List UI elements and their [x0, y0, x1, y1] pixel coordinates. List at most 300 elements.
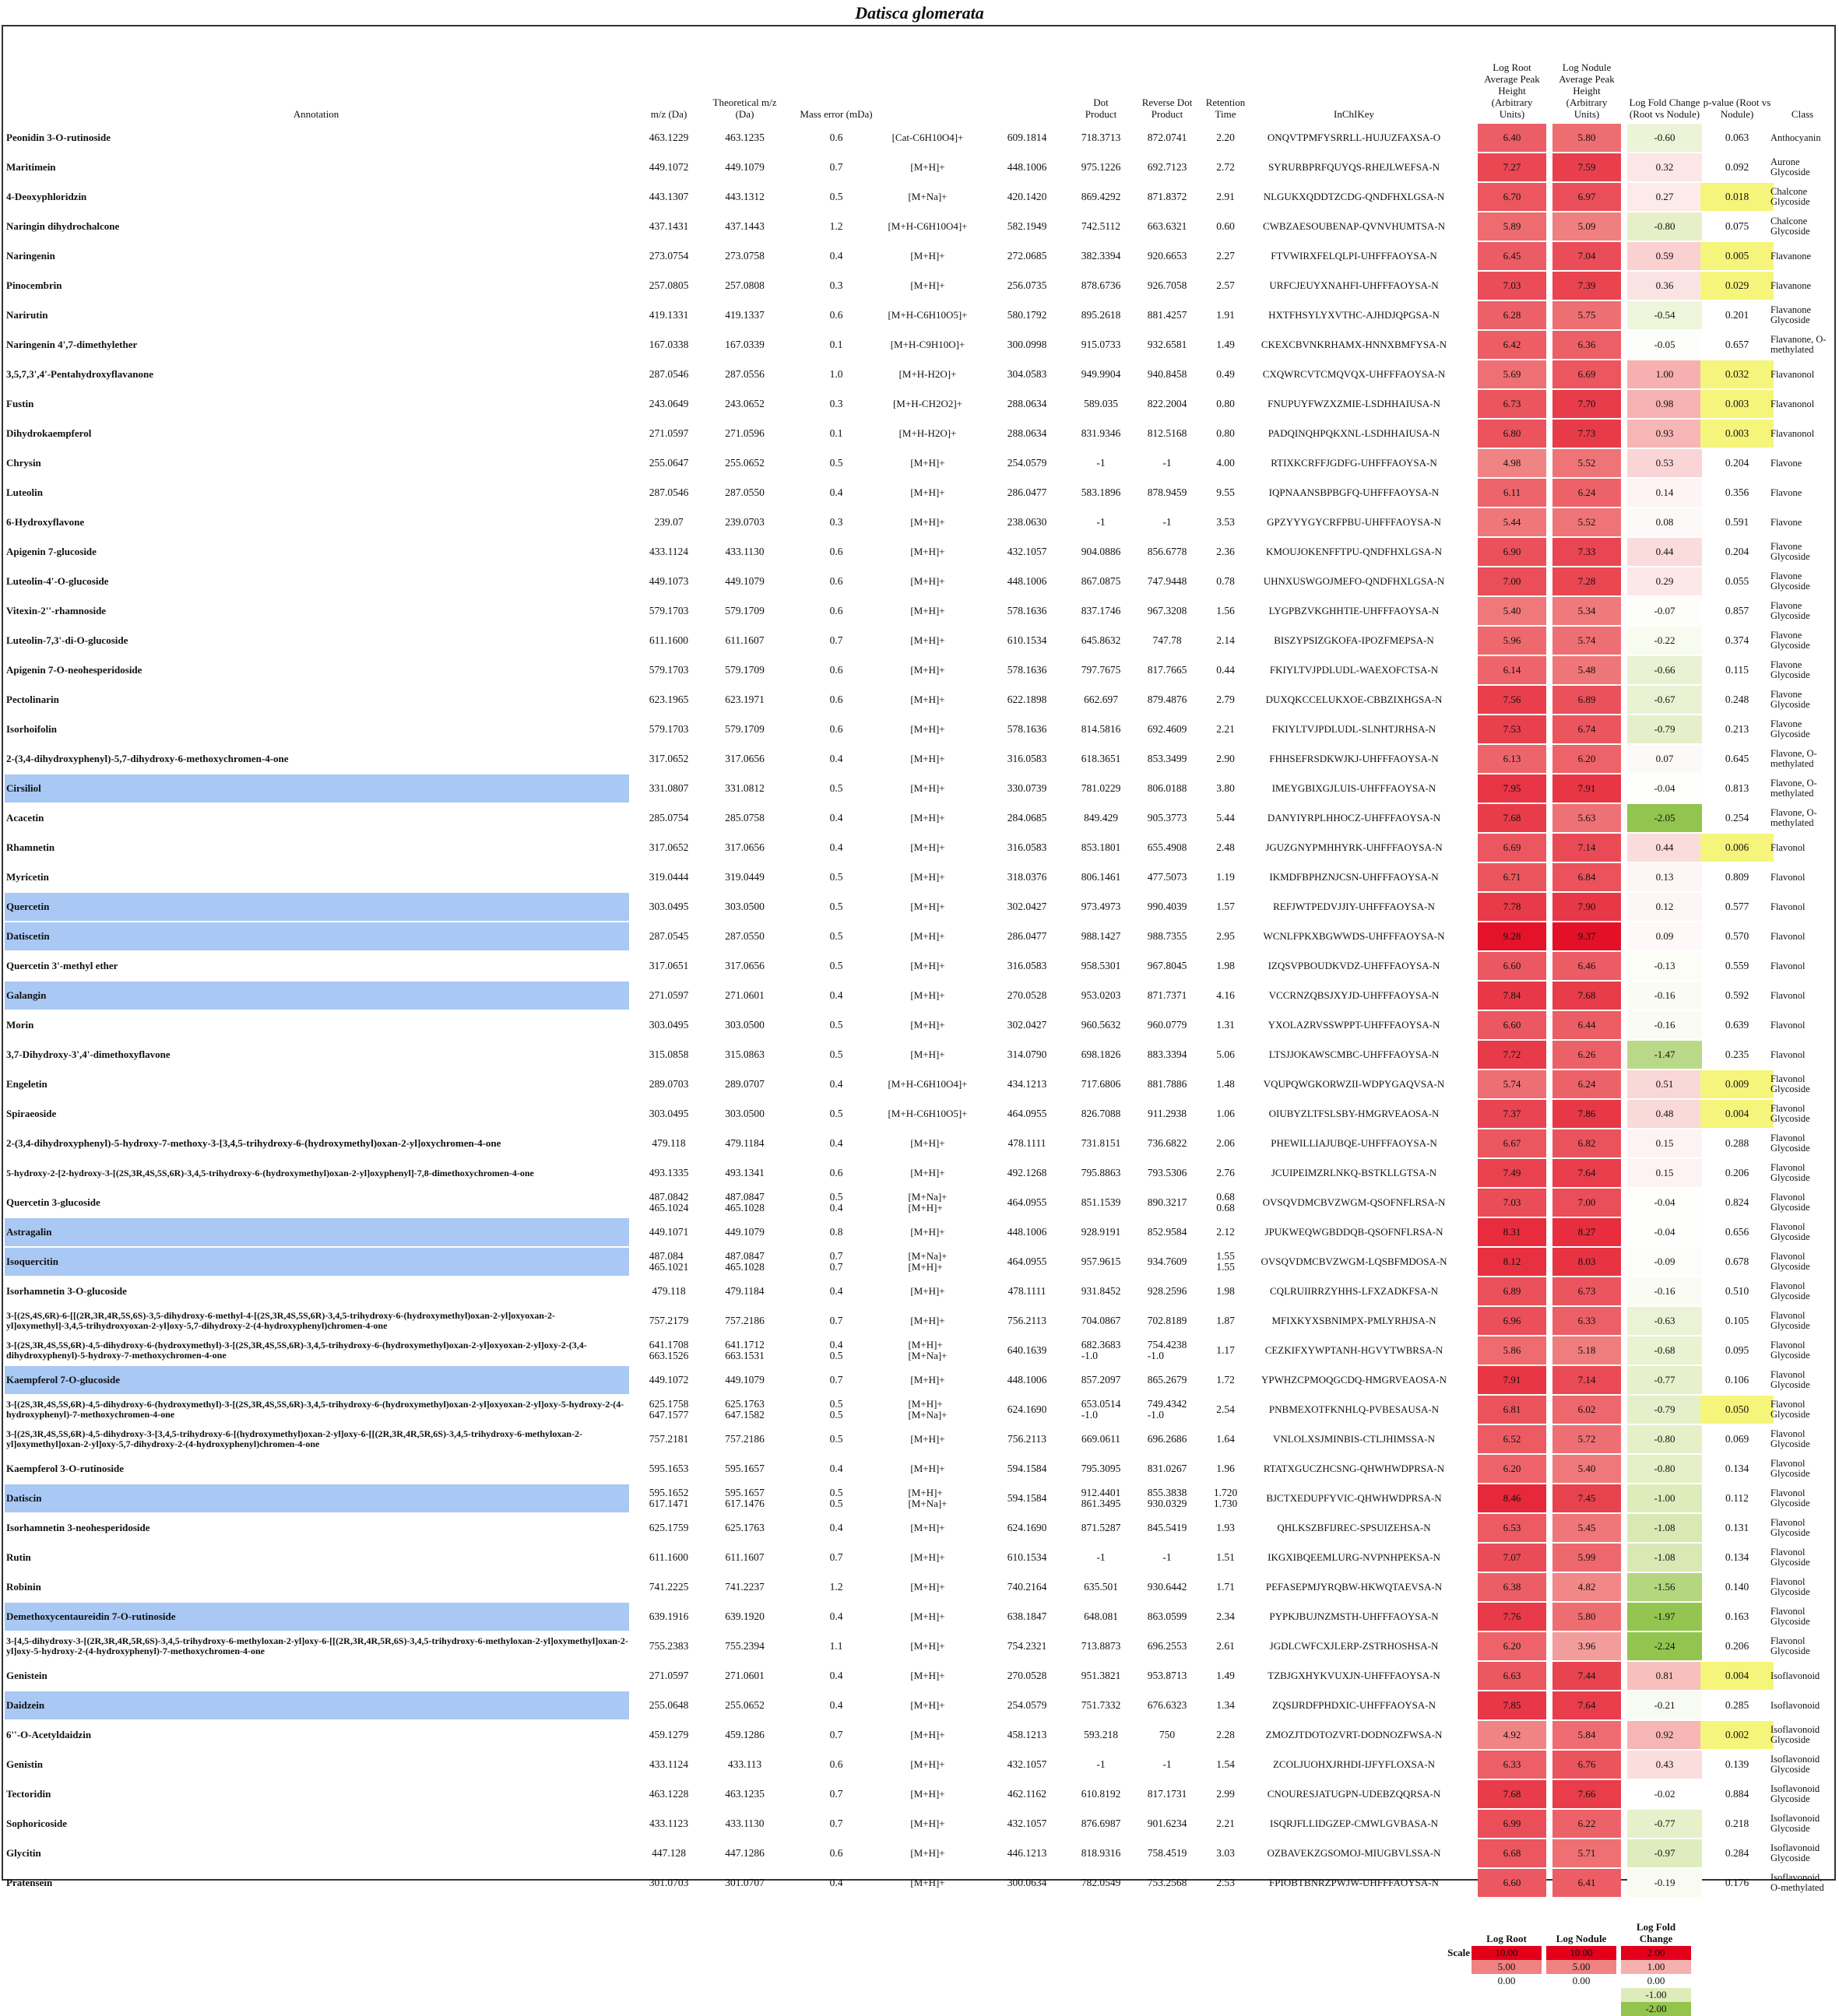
inchi-cell: ISQRJFLLIDGZEP-CMWLGVBASA-N	[1270, 1818, 1438, 1829]
ex-cell: 464.0955	[1007, 1108, 1047, 1119]
rdot-cell: 881.7886	[1147, 1078, 1187, 1090]
root-cell: 6.90	[1478, 538, 1546, 566]
nod-cell: 8.03	[1552, 1248, 1621, 1276]
rt-cell: 1.49	[1216, 339, 1235, 350]
mz-cell: 287.0545	[649, 930, 689, 942]
rdot-cell: 817.1731	[1147, 1788, 1187, 1800]
root-cell: 5.44	[1478, 508, 1546, 536]
theo-cell: 641.1712 663.1531	[725, 1339, 765, 1361]
theo-cell: 287.0556	[725, 368, 765, 380]
inchi-cell: YXOLAZRVSSWPPT-UHFFFAOYSA-N	[1268, 1019, 1440, 1031]
rt-cell: 2.53	[1216, 1877, 1235, 1888]
table-row	[3, 1809, 1834, 1839]
annotation-cell: Maritimein	[6, 161, 56, 173]
p-cell: 0.206	[1725, 1640, 1749, 1652]
table-row	[3, 744, 1834, 774]
mz-cell: 449.1072	[649, 1374, 689, 1386]
rt-cell: 0.68 0.68	[1216, 1191, 1235, 1213]
root-cell: 6.14	[1478, 656, 1546, 684]
mz-cell: 623.1965	[649, 694, 689, 705]
rt-cell: 1.91	[1216, 309, 1235, 321]
annotation-cell: Sophoricoside	[6, 1818, 68, 1829]
dot-cell: 958.5301	[1081, 960, 1121, 971]
root-cell: 7.85	[1478, 1691, 1546, 1719]
table-row	[3, 1543, 1834, 1572]
add-cell: [M+H-C6H10O5]+	[888, 309, 968, 321]
theo-cell: 595.1657 617.1476	[725, 1487, 765, 1509]
ex-cell: 300.0998	[1007, 339, 1047, 350]
table-row	[3, 1454, 1834, 1484]
inchi-cell: IMEYGBIXGJLUIS-UHFFFAOYSA-N	[1271, 782, 1436, 794]
theo-cell: 579.1709	[725, 664, 765, 676]
p-cell: 0.105	[1725, 1315, 1749, 1326]
root-cell: 6.60	[1478, 1011, 1546, 1039]
root-cell: 7.72	[1478, 1041, 1546, 1069]
ex-cell: 420.1420	[1007, 191, 1047, 202]
ex-cell: 458.1213	[1007, 1729, 1047, 1740]
add-cell: [M+H]+	[910, 1285, 945, 1297]
p-cell: 0.003	[1700, 420, 1774, 448]
mz-cell: 303.0495	[649, 1108, 689, 1119]
scale-swatch-root: 10.00	[1472, 1946, 1542, 1960]
dot-cell: 648.081	[1084, 1610, 1118, 1622]
inchi-cell: DUXQKCCELUKXOE-CBBZIXHGSA-N	[1265, 694, 1443, 705]
annotation-cell: Vitexin-2''-rhamnoside	[6, 605, 107, 616]
scale-swatch-fc: 2.00	[1621, 1946, 1691, 1960]
add-cell: [M+Na]+ [M+H]+	[908, 1250, 948, 1273]
add-cell: [M+H]+	[910, 1463, 945, 1474]
class-cell: Flavonol	[1770, 930, 1806, 942]
rdot-cell: 990.4039	[1147, 901, 1187, 912]
theo-cell: 757.2186	[725, 1433, 765, 1445]
class-cell: Flavone	[1770, 457, 1802, 469]
theo-cell: 331.0812	[725, 782, 765, 794]
inchi-cell: LYGPBZVKGHHTIE-UHFFFAOYSA-N	[1268, 605, 1440, 616]
ex-cell: 432.1057	[1007, 1758, 1047, 1770]
err-cell: 0.6	[829, 132, 843, 143]
rt-cell: 2.48	[1216, 841, 1235, 853]
inchi-cell: KMOUJOKENFFTPU-QNDFHXLGSA-N	[1265, 546, 1443, 557]
nod-cell: 5.84	[1552, 1721, 1621, 1749]
mz-cell: 433.1123	[649, 1818, 689, 1829]
class-cell: Flavone Glycoside	[1770, 630, 1810, 651]
inchi-cell: PEFASEPMJYRQBW-HKWQTAEVSA-N	[1265, 1581, 1443, 1593]
rt-cell: 1.57	[1216, 901, 1235, 912]
inchi-cell: FHHSEFRSDKWJKJ-UHFFFAOYSA-N	[1269, 753, 1439, 764]
rdot-cell: 911.2938	[1147, 1108, 1187, 1119]
class-cell: Flavone Glycoside	[1770, 541, 1810, 562]
inchi-cell: ONQVTPMFYSRRLL-HUJUZFAXSA-O	[1267, 132, 1441, 143]
dot-cell: 837.1746	[1081, 605, 1121, 616]
rdot-cell: 930.6442	[1147, 1581, 1187, 1593]
err-cell: 0.4	[829, 1670, 843, 1681]
inchi-cell: FPIOBTBNRZPWJW-UHFFFAOYSA-N	[1269, 1877, 1439, 1888]
inchi-cell: VNLOLXSJMINBIS-CTLJHIMSSA-N	[1272, 1433, 1435, 1445]
theo-cell: 285.0758	[725, 812, 765, 824]
annotation-cell: 5-hydroxy-2-[2-hydroxy-3-[(2S,3R,4S,5S,6R)-3,4,5-trihydroxy-6-(hydroxymethyl)oxan-2-yl]oxyphenyl]-7,8-dimethoxychromen-4-one	[6, 1167, 534, 1178]
class-cell: Flavanonol	[1770, 398, 1815, 409]
err-cell: 0.5 0.4	[829, 1191, 843, 1213]
fc-cell: -0.22	[1627, 627, 1702, 655]
root-cell: 6.42	[1478, 331, 1546, 359]
ex-cell: 580.1792	[1007, 309, 1047, 321]
annotation-cell: Acacetin	[6, 812, 44, 824]
dot-cell: 653.0514 -1.0	[1081, 1398, 1121, 1421]
rdot-cell: 856.6778	[1147, 546, 1187, 557]
rt-cell: 3.53	[1216, 516, 1235, 528]
ex-cell: 254.0579	[1007, 457, 1047, 469]
root-cell: 5.96	[1478, 627, 1546, 655]
class-cell: Flavonol Glycoside	[1770, 1635, 1810, 1656]
root-cell: 6.63	[1478, 1662, 1546, 1690]
table-row	[3, 153, 1834, 182]
ex-cell: 448.1006	[1007, 575, 1047, 587]
mz-cell: 479.118	[652, 1137, 686, 1149]
rdot-cell: 878.9459	[1147, 486, 1187, 498]
err-cell: 0.6	[829, 723, 843, 735]
err-cell: 0.5	[829, 901, 843, 912]
p-cell: 0.218	[1725, 1818, 1749, 1829]
err-cell: 0.4	[829, 1522, 843, 1533]
inchi-cell: NLGUKXQDDTZCDG-QNDFHXLGSA-N	[1263, 191, 1445, 202]
rt-cell: 2.06	[1216, 1137, 1235, 1149]
theo-cell: 303.0500	[725, 1108, 765, 1119]
annotation-cell: Daidzein	[5, 1691, 629, 1719]
theo-cell: 287.0550	[725, 486, 765, 498]
header-theo: Theoretical m/z (Da)	[712, 97, 777, 120]
fc-cell: -0.79	[1627, 1396, 1702, 1424]
theo-cell: 741.2237	[725, 1581, 765, 1593]
rt-cell: 1.34	[1216, 1699, 1235, 1711]
table-title: Datisca glomerata	[855, 3, 984, 23]
mz-cell: 257.0805	[649, 279, 689, 291]
nod-cell: 6.76	[1552, 1751, 1621, 1779]
annotation-cell: Apigenin 7-O-neohesperidoside	[6, 664, 142, 676]
class-cell: Flavonol Glycoside	[1770, 1162, 1810, 1183]
root-cell: 6.81	[1478, 1396, 1546, 1424]
dot-cell: 731.8151	[1081, 1137, 1121, 1149]
annotation-cell: Pectolinarin	[6, 694, 59, 705]
root-cell: 6.13	[1478, 745, 1546, 773]
table-row	[3, 478, 1834, 508]
fc-cell: -0.09	[1627, 1248, 1702, 1276]
table-row	[3, 862, 1834, 892]
inchi-cell: GPZYYYGYCRFPBU-UHFFFAOYSA-N	[1267, 516, 1441, 528]
root-cell: 5.89	[1478, 212, 1546, 241]
add-cell: [M+H]+ [M+Na]+	[908, 1398, 948, 1421]
mz-cell: 317.0652	[649, 753, 689, 764]
root-cell: 8.46	[1478, 1484, 1546, 1512]
table-row	[3, 271, 1834, 300]
mz-cell: 287.0546	[649, 368, 689, 380]
inchi-cell: ZCOLJUOHXJRHDI-IJFYFLOXSA-N	[1272, 1758, 1435, 1770]
fc-cell: -0.07	[1627, 597, 1702, 625]
p-cell: 0.254	[1725, 812, 1749, 824]
inchi-cell: CEZKIFXYWPTANH-HGVYTWBRSA-N	[1264, 1344, 1443, 1356]
fc-cell: 0.15	[1627, 1129, 1702, 1157]
add-cell: [M+H]+ [M+Na]+	[908, 1339, 948, 1361]
nod-cell: 4.82	[1552, 1573, 1621, 1601]
dot-cell: 583.1896	[1081, 486, 1121, 498]
nod-cell: 7.33	[1552, 538, 1621, 566]
mz-cell: 595.1653	[649, 1463, 689, 1474]
p-cell: 0.063	[1725, 132, 1749, 143]
root-cell: 6.80	[1478, 420, 1546, 448]
theo-cell: 289.0707	[725, 1078, 765, 1090]
scale-label: Scale	[1447, 1947, 1470, 1958]
mz-cell: 595.1652 617.1471	[649, 1487, 689, 1509]
mz-cell: 287.0546	[649, 486, 689, 498]
annotation-cell: 2-(3,4-dihydroxyphenyl)-5-hydroxy-7-methoxy-3-[3,4,5-trihydroxy-6-(hydroxymethyl)oxan-2-yl]oxychromen-4-one	[6, 1137, 501, 1149]
table-row	[3, 360, 1834, 389]
add-cell: [M+H]+	[910, 1610, 945, 1622]
p-cell: 0.009	[1700, 1070, 1774, 1098]
table-row	[3, 212, 1834, 241]
annotation-cell: Peonidin 3-O-rutinoside	[6, 132, 111, 143]
err-cell: 0.3	[829, 516, 843, 528]
rt-cell: 1.31	[1216, 1019, 1235, 1031]
rdot-cell: 926.7058	[1147, 279, 1187, 291]
data-table	[2, 25, 1836, 1893]
p-cell: 0.075	[1725, 220, 1749, 232]
fc-cell: -0.67	[1627, 686, 1702, 714]
err-cell: 0.5	[829, 871, 843, 883]
rdot-cell: 872.0741	[1147, 132, 1187, 143]
class-cell: Flavonol	[1770, 871, 1806, 883]
mz-cell: 741.2225	[649, 1581, 689, 1593]
fc-cell: -0.05	[1627, 331, 1702, 359]
rt-cell: 1.54	[1216, 1758, 1235, 1770]
dot-cell: 975.1226	[1081, 161, 1121, 173]
rdot-cell: 747.9448	[1147, 575, 1187, 587]
rdot-cell: 863.0599	[1147, 1610, 1187, 1622]
fc-cell: -1.56	[1627, 1573, 1702, 1601]
theo-cell: 317.0656	[725, 841, 765, 853]
add-cell: [M+H]+	[910, 1315, 945, 1326]
theo-cell: 271.0596	[725, 427, 765, 439]
class-cell: Flavone Glycoside	[1770, 600, 1810, 621]
p-cell: 0.201	[1725, 309, 1749, 321]
rt-cell: 0.78	[1216, 575, 1235, 587]
nod-cell: 6.84	[1552, 863, 1621, 891]
header-mz: m/z (Da)	[650, 108, 687, 120]
fc-cell: -0.77	[1627, 1366, 1702, 1394]
rdot-cell: 881.4257	[1147, 309, 1187, 321]
nod-cell: 5.09	[1552, 212, 1621, 241]
inchi-cell: VQUPQWGKORWZII-WDPYGAQVSA-N	[1263, 1078, 1445, 1090]
class-cell: Isoflavonoid Glycoside	[1770, 1813, 1820, 1834]
annotation-cell: Isorhoifolin	[6, 723, 58, 735]
err-cell: 0.4	[829, 989, 843, 1001]
table-row	[3, 1099, 1834, 1129]
dot-cell: 382.3394	[1081, 250, 1121, 262]
rt-cell: 1.06	[1216, 1108, 1235, 1119]
add-cell: [M+Na]+	[908, 191, 948, 202]
annotation-cell: 3,5,7,3',4'-Pentahydroxyflavanone	[6, 368, 153, 380]
ex-cell: 432.1057	[1007, 1818, 1047, 1829]
rdot-cell: 855.3838 930.0329	[1147, 1487, 1187, 1509]
root-cell: 8.31	[1478, 1218, 1546, 1246]
rdot-cell: 940.8458	[1147, 368, 1187, 380]
header-add	[875, 28, 980, 120]
table-row	[3, 508, 1834, 537]
dot-cell: 806.1461	[1081, 871, 1121, 883]
scale-swatch-nod: 5.00	[1546, 1960, 1616, 1974]
inchi-cell: SYRURBPRFQUYQS-RHEJLWEFSA-N	[1268, 161, 1440, 173]
theo-cell: 463.1235	[725, 132, 765, 143]
root-cell: 6.96	[1478, 1307, 1546, 1335]
rt-cell: 1.87	[1216, 1315, 1235, 1326]
annotation-cell: Glycitin	[6, 1847, 41, 1859]
nod-cell: 7.91	[1552, 774, 1621, 803]
fc-cell: 0.93	[1627, 420, 1702, 448]
rt-cell: 2.21	[1216, 1818, 1235, 1829]
class-cell: Flavonol	[1770, 989, 1806, 1001]
rdot-cell: 696.2686	[1147, 1433, 1187, 1445]
ex-cell: 300.0634	[1007, 1877, 1047, 1888]
nod-cell: 7.86	[1552, 1100, 1621, 1128]
err-cell: 0.5	[829, 191, 843, 202]
mz-cell: 757.2179	[649, 1315, 689, 1326]
rt-cell: 2.91	[1216, 191, 1235, 202]
ex-cell: 578.1636	[1007, 664, 1047, 676]
inchi-cell: IZQSVPBOUDKVDZ-UHFFFAOYSA-N	[1268, 960, 1440, 971]
p-cell: 0.004	[1700, 1662, 1774, 1690]
annotation-cell: Tectoridin	[6, 1788, 51, 1800]
fc-cell: -0.16	[1627, 982, 1702, 1010]
fc-cell: 0.98	[1627, 390, 1702, 418]
add-cell: [M+H-H2O]+	[898, 427, 957, 439]
header-p: p-value (Root vs Nodule)	[1703, 97, 1771, 120]
fc-cell: -0.80	[1627, 1455, 1702, 1483]
theo-cell: 449.1079	[725, 1374, 765, 1386]
inchi-cell: TZBJGXHYKVUXJN-UHFFFAOYSA-N	[1268, 1670, 1440, 1681]
theo-cell: 437.1443	[725, 220, 765, 232]
rdot-cell: 806.0188	[1147, 782, 1187, 794]
theo-cell: 419.1337	[725, 309, 765, 321]
ex-cell: 578.1636	[1007, 605, 1047, 616]
root-cell: 7.95	[1478, 774, 1546, 803]
err-cell: 0.5	[829, 1108, 843, 1119]
ex-cell: 238.0630	[1007, 516, 1047, 528]
p-cell: 0.857	[1725, 605, 1749, 616]
rdot-cell: 960.0779	[1147, 1019, 1187, 1031]
color-scale-legend	[1425, 1895, 1736, 2016]
rt-cell: 2.57	[1216, 279, 1235, 291]
dot-cell: 904.0886	[1081, 546, 1121, 557]
root-cell: 7.37	[1478, 1100, 1546, 1128]
dot-cell: 682.3683 -1.0	[1081, 1339, 1121, 1361]
mz-cell: 447.128	[652, 1847, 686, 1859]
inchi-cell: HXTFHSYLYXVTHC-AJHDJQPGSA-N	[1268, 309, 1440, 321]
theo-cell: 271.0601	[725, 1670, 765, 1681]
dot-cell: 853.1801	[1081, 841, 1121, 853]
theo-cell: 317.0656	[725, 960, 765, 971]
table-row	[3, 123, 1834, 153]
fc-cell: 1.00	[1627, 360, 1702, 388]
nod-cell: 5.80	[1552, 1603, 1621, 1631]
fc-cell: -1.00	[1627, 1484, 1702, 1512]
add-cell: [M+H]+	[910, 901, 945, 912]
ex-cell: 640.1639	[1007, 1344, 1047, 1356]
root-cell: 4.92	[1478, 1721, 1546, 1749]
add-cell: [M+H]+	[910, 634, 945, 646]
annotation-cell: 3-[(2S,3R,4S,5S,6R)-4,5-dihydroxy-6-(hydroxymethyl)-3-[(2S,3R,4S,5S,6R)-3,4,5-trihydroxy-6-(hydroxymethyl)oxan-2-yl]oxyoxan-2-yl]oxy-5-hydroxy-2-(4-hydroxyphenyl)-7-methoxychromen-4-one	[6, 1399, 624, 1420]
rdot-cell: 905.3773	[1147, 812, 1187, 824]
nod-cell: 6.33	[1552, 1307, 1621, 1335]
ex-cell: 464.0955	[1007, 1256, 1047, 1267]
mz-cell: 433.1124	[649, 546, 689, 557]
table-row	[3, 981, 1834, 1010]
ex-cell: 478.1111	[1007, 1285, 1046, 1297]
root-cell: 7.68	[1478, 1780, 1546, 1808]
class-cell: Aurone Glycoside	[1770, 156, 1810, 177]
rdot-cell: -1	[1162, 1551, 1172, 1563]
root-cell: 5.69	[1478, 360, 1546, 388]
header-dot: Dot Product	[1085, 97, 1117, 120]
nod-cell: 5.71	[1552, 1839, 1621, 1867]
mz-cell: 301.0703	[649, 1877, 689, 1888]
class-cell: Flavone, O-methylated	[1770, 748, 1817, 769]
p-cell: 0.374	[1725, 634, 1749, 646]
root-cell: 9.28	[1478, 922, 1546, 950]
inchi-cell: VCCRNZQBSJXYJD-UHFFFAOYSA-N	[1268, 989, 1440, 1001]
root-cell: 7.49	[1478, 1159, 1546, 1187]
p-cell: 0.656	[1725, 1226, 1749, 1238]
nod-cell: 6.24	[1552, 1070, 1621, 1098]
class-cell: Flavonol Glycoside	[1770, 1133, 1810, 1154]
p-cell: 0.592	[1725, 989, 1749, 1001]
fc-cell: -0.02	[1627, 1780, 1702, 1808]
rt-cell: 2.12	[1216, 1226, 1235, 1238]
rt-cell: 3.80	[1216, 782, 1235, 794]
rt-cell: 2.20	[1216, 132, 1235, 143]
p-cell: 0.356	[1725, 486, 1749, 498]
add-cell: [M+H]+	[910, 930, 945, 942]
table-row	[3, 1513, 1834, 1543]
table-row	[3, 1040, 1834, 1069]
err-cell: 0.7	[829, 1315, 843, 1326]
ex-cell: 754.2321	[1007, 1640, 1047, 1652]
inchi-cell: CQLRUIIRRZYHHS-LFXZADKFSA-N	[1270, 1285, 1438, 1297]
ex-cell: 594.1584	[1007, 1463, 1047, 1474]
annotation-cell: 6''-O-Acetyldaidzin	[6, 1729, 92, 1740]
table-row	[3, 1247, 1834, 1277]
inchi-cell: FNUPUYFWZXZMIE-LSDHHAIUSA-N	[1268, 398, 1440, 409]
dot-cell: 957.9615	[1081, 1256, 1121, 1267]
add-cell: [M+H]+	[910, 457, 945, 469]
rdot-cell: 754.4238 -1.0	[1147, 1339, 1187, 1361]
err-cell: 0.5	[829, 457, 843, 469]
fc-cell: 0.09	[1627, 922, 1702, 950]
mz-cell: 579.1703	[649, 605, 689, 616]
rt-cell: 5.44	[1216, 812, 1235, 824]
rdot-cell: 817.7665	[1147, 664, 1187, 676]
root-cell: 7.03	[1478, 1189, 1546, 1217]
add-cell: [M+H]+	[910, 1670, 945, 1681]
table-row	[3, 300, 1834, 330]
rdot-cell: 988.7355	[1147, 930, 1187, 942]
rdot-cell: 692.4609	[1147, 723, 1187, 735]
p-cell: 0.809	[1725, 871, 1749, 883]
rt-cell: 9.55	[1216, 486, 1235, 498]
inchi-cell: WCNLFPKXBGWWDS-UHFFFAOYSA-N	[1263, 930, 1445, 942]
scale-swatch-root: 0.00	[1472, 1974, 1542, 1988]
rt-cell: 2.34	[1216, 1610, 1235, 1622]
header-annotation: Annotation	[293, 108, 339, 120]
dot-cell: 593.218	[1084, 1729, 1118, 1740]
theo-cell: 449.1079	[725, 575, 765, 587]
